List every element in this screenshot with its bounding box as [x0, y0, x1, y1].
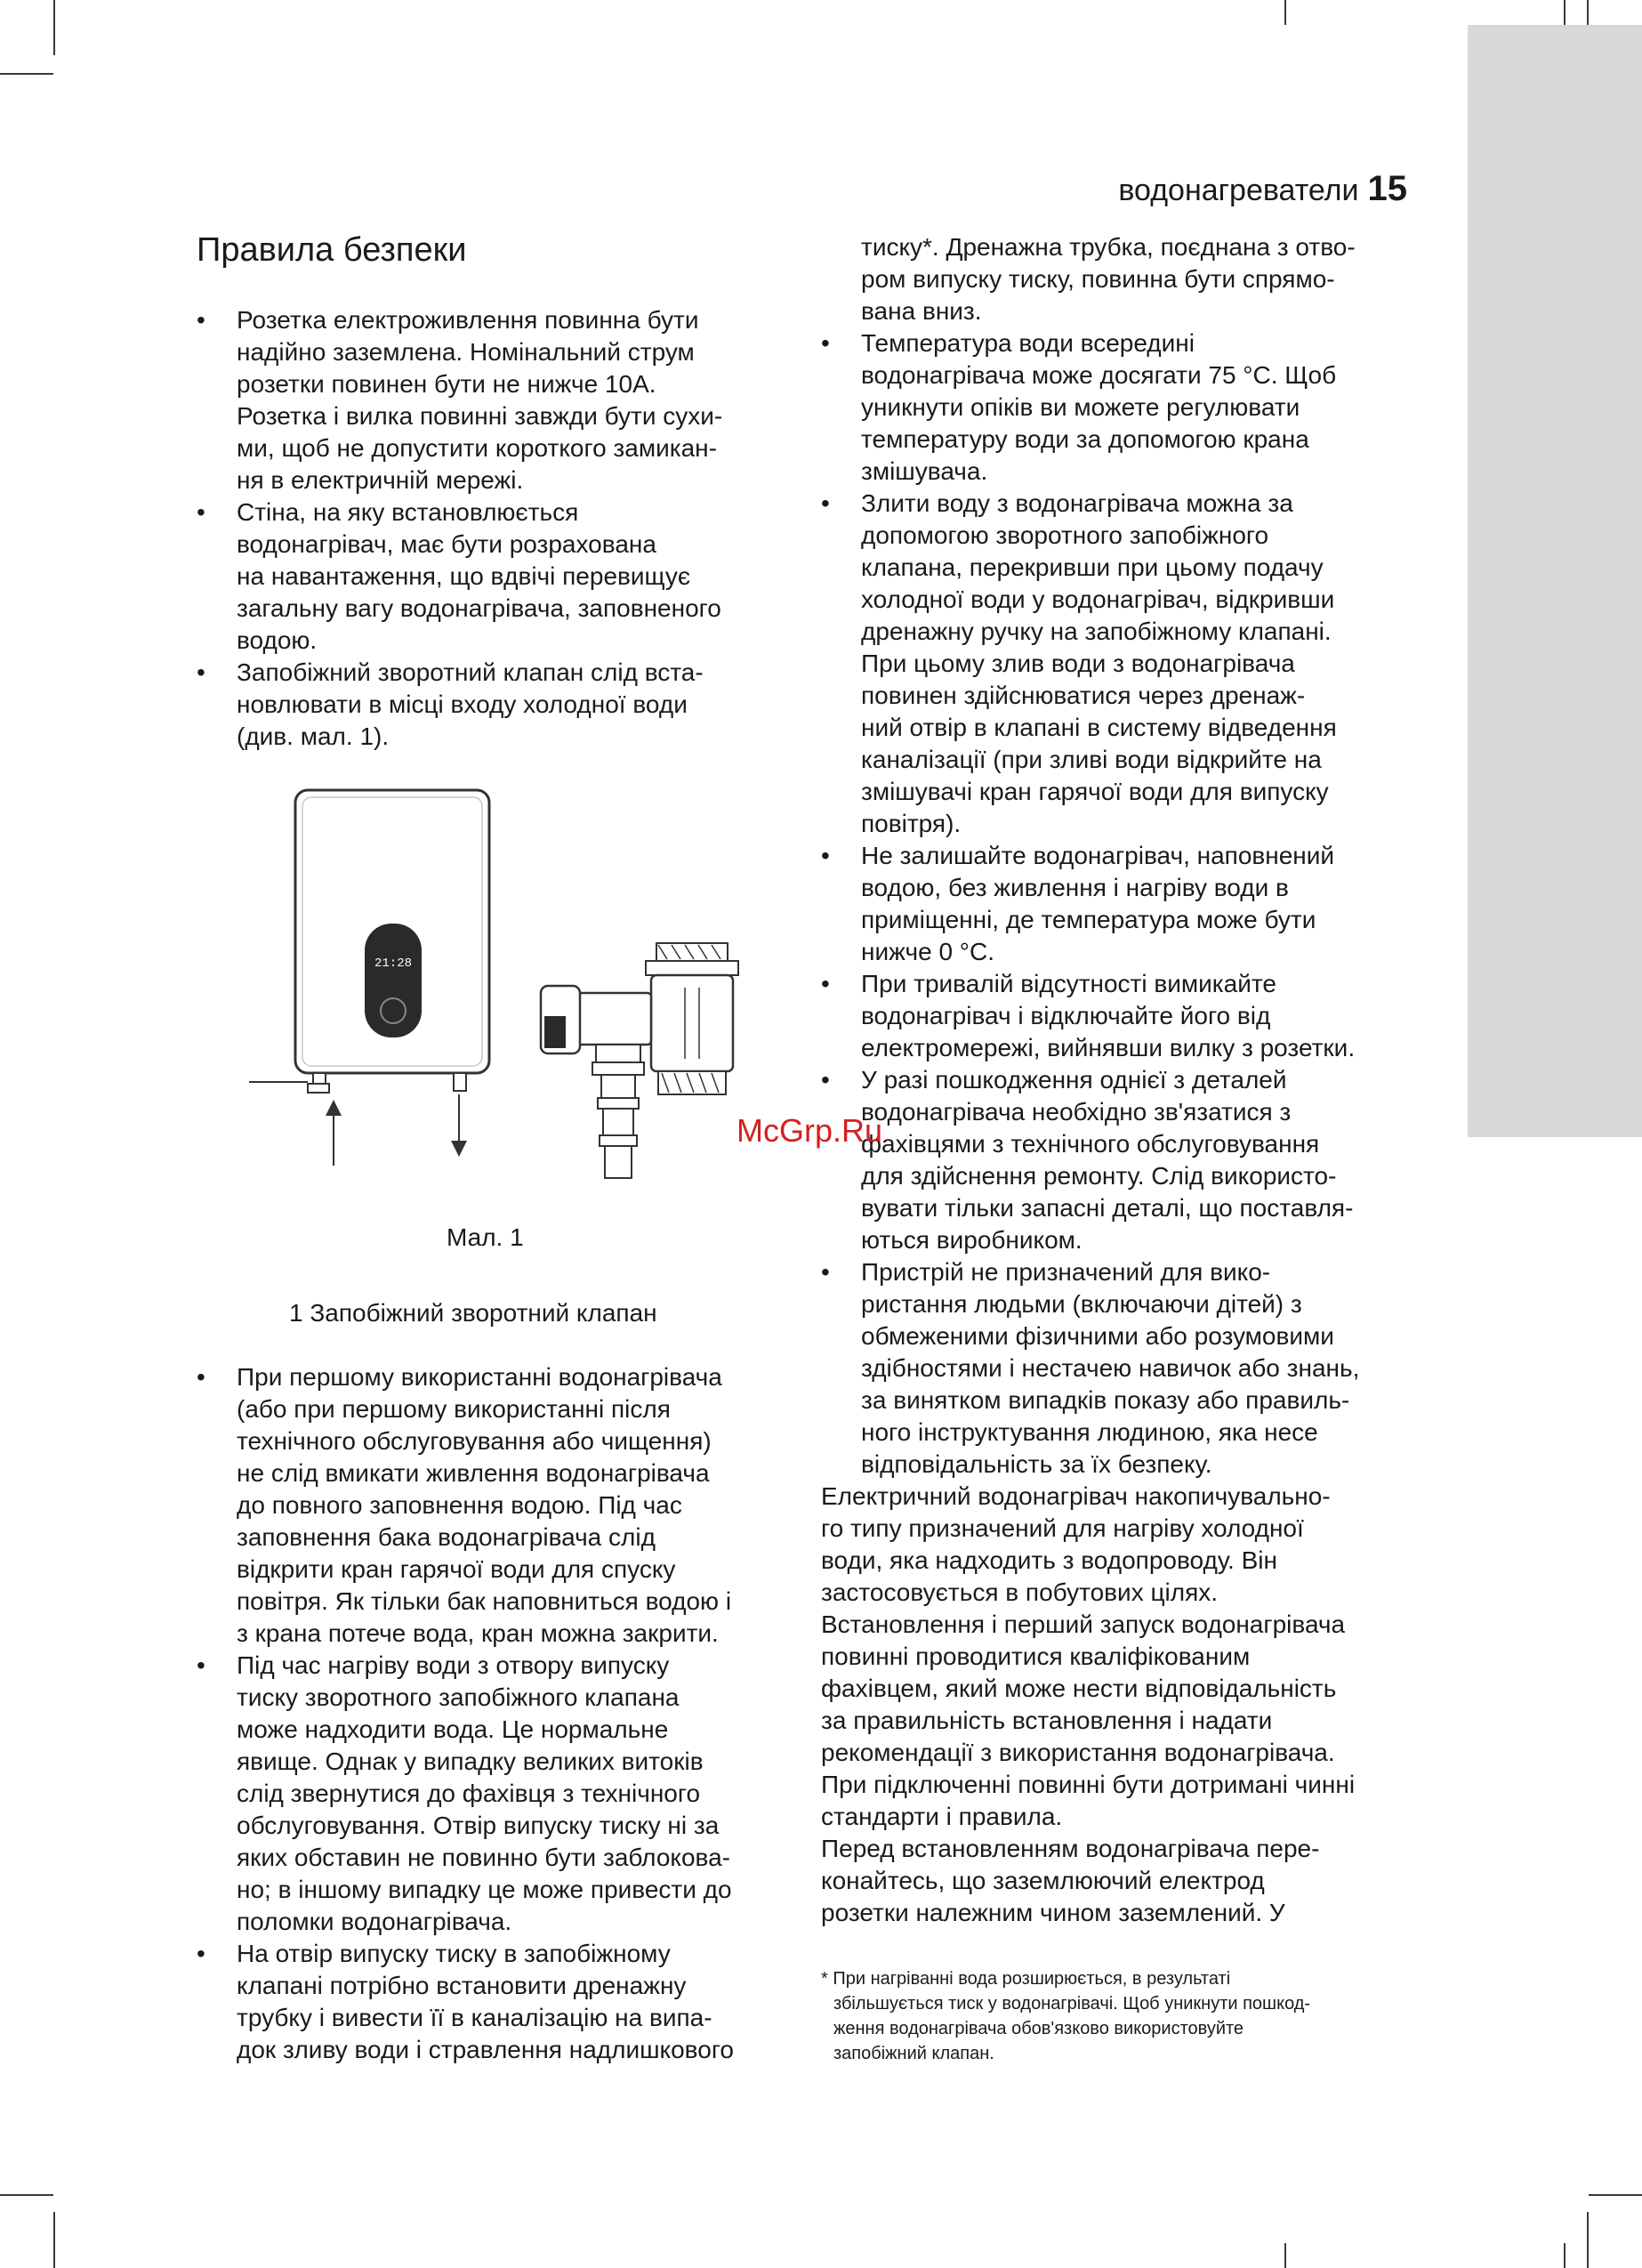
text-line: ром випуску тиску, повинна бути спрямо-: [861, 265, 1335, 293]
text-line: допомогою зворотного запобіжного: [861, 521, 1269, 549]
text-line: трубку і вивести її в каналізацію на випа-: [237, 2004, 712, 2031]
text-line: водою.: [237, 626, 318, 654]
section-tab: [1468, 25, 1642, 1137]
crop-mark: [53, 2212, 55, 2268]
text-line: застосовується в побутових цілях.: [821, 1578, 1219, 1606]
text-line: приміщенні, де температура може бути: [861, 906, 1316, 933]
text-line: змішувача.: [861, 457, 988, 485]
crop-mark: [1564, 0, 1566, 25]
bullet-list: [821, 327, 1444, 1481]
text-line: Перед встановленням водонагрівача пере-: [821, 1835, 1320, 1862]
text-line: • Розетка електроживлення повинна бути: [237, 306, 699, 334]
bullet-list: [197, 1361, 801, 2066]
text-line: поломки водонагрівача.: [237, 1908, 512, 1935]
page-header: [1118, 169, 1407, 209]
text-line: збільшується тиск у водонагрівачі. Щоб уникнути пошкод-: [833, 1994, 1311, 2014]
bullet-item: [821, 488, 1444, 840]
text-line: ження водонагрівача обов'язково використовуйте: [833, 2019, 1244, 2038]
text-line: стандарти і правила.: [821, 1803, 1063, 1830]
paragraph: [821, 1609, 1444, 1833]
text-line: на навантаження, що вдвічі перевищує: [237, 562, 691, 590]
text-line: ються виробником.: [861, 1226, 1083, 1254]
text-line: для здійснення ремонту. Слід використо-: [861, 1162, 1337, 1190]
section-name: водонагреватели: [1118, 174, 1359, 207]
bullet-item: [821, 1064, 1444, 1256]
figure-legend: 1 Запобіжний зворотний клапан: [289, 1299, 657, 1327]
text-line: обмеженими фізичними або розумовими: [861, 1322, 1334, 1350]
text-line: не слід вмикати живлення водонагрівача: [237, 1459, 710, 1487]
safety-valve-drawing: [541, 943, 738, 1178]
text-line: дренажну ручку на запобіжному клапані.: [861, 617, 1332, 645]
continuation-text: [821, 231, 1444, 327]
text-line: новлювати в місці входу холодної води: [237, 690, 688, 718]
text-line: повинен здійснюватися через дренаж-: [861, 682, 1306, 709]
text-line: ного інструктування людиною, яка несе: [861, 1418, 1318, 1446]
text-line: змішувачі кран гарячої води для випуску: [861, 778, 1329, 805]
body-paragraphs: [821, 1481, 1444, 1929]
text-line: го типу призначений для нагріву холодної: [821, 1514, 1304, 1542]
bullet-item: [821, 840, 1444, 968]
text-line: холодної води у водонагрівач, відкривши: [861, 585, 1335, 613]
text-line: водонагрівача може досягати 75 °С. Щоб: [861, 361, 1337, 389]
text-line: загальну вагу водонагрівача, заповненого: [237, 594, 721, 622]
crop-mark: [1587, 2212, 1589, 2268]
page-number: 15: [1367, 169, 1407, 208]
text-line: (або при першому використанні після: [237, 1395, 671, 1423]
crop-mark: [0, 73, 53, 75]
text-line: фахівцями з технічного обслуговування: [861, 1130, 1320, 1158]
text-line: каналізації (при зливі води відкрийте на: [861, 746, 1322, 773]
control-knob: [381, 998, 406, 1023]
paragraph: [821, 1833, 1444, 1929]
page-title: Правила безпеки: [197, 231, 467, 269]
text-line: • На отвір випуску тиску в запобіжному: [237, 1940, 671, 1967]
footnote: [821, 1966, 1310, 2066]
text-line: за правильність встановлення і надати: [821, 1707, 1273, 1734]
text-line: повітря).: [861, 810, 962, 837]
text-line: тиску зворотного запобіжного клапана: [237, 1683, 680, 1711]
bullet-item: [197, 1650, 801, 1938]
bullet-list: [197, 304, 801, 753]
text-line: ристання людьми (включаючи дітей) з: [861, 1290, 1302, 1318]
text-line: запобіжний клапан.: [833, 2044, 994, 2063]
text-line: Розетка і вилка повинні завжди бути сухи-: [237, 402, 723, 430]
crop-mark: [1564, 2243, 1566, 2268]
text-line: обслуговування. Отвір випуску тиску ні за: [237, 1812, 720, 1839]
text-line: • Злити воду з водонагрівача можна за: [861, 489, 1293, 517]
text-line: відповідальність за їх безпеку.: [861, 1450, 1212, 1478]
text-line: • Запобіжний зворотний клапан слід вста-: [237, 658, 704, 686]
text-line: • У разі пошкодження однієї з деталей: [861, 1066, 1287, 1094]
text-line: клапана, перекривши при цьому подачу: [861, 553, 1324, 581]
text-line: уникнути опіків ви можете регулювати: [861, 393, 1300, 421]
text-line: тиску*. Дренажна трубка, поєднана з отво-: [861, 233, 1356, 261]
text-line: • Температура води всередині: [861, 329, 1195, 357]
text-line: Електричний водонагрівач накопичувально-: [821, 1482, 1331, 1510]
text-line: за винятком випадків показу або правиль-: [861, 1386, 1350, 1414]
text-line: розетки належним чином заземлений. У: [821, 1899, 1285, 1926]
text-line: • При першому використанні водонагрівача: [237, 1363, 722, 1391]
text-line: вувати тільки запасні деталі, що поставля-: [861, 1194, 1354, 1222]
right-column: [821, 231, 1444, 1929]
text-line: з крана потече вода, кран можна закрити.: [237, 1619, 719, 1647]
text-line: конайтесь, що заземлюючий електрод: [821, 1867, 1265, 1894]
watermark: McGrp.Ru: [736, 1112, 883, 1149]
crop-mark: [1589, 2194, 1642, 2196]
text-line: • При тривалій відсутності вимикайте: [861, 970, 1276, 997]
text-line: здібностями і нестачею навичок або знань,: [861, 1354, 1360, 1382]
text-line: нижче 0 °С.: [861, 938, 995, 965]
text-line: температуру води за допомогою крана: [861, 425, 1309, 453]
text-line: Встановлення і перший запуск водонагрівача: [821, 1610, 1346, 1638]
text-line: ми, щоб не допустити короткого замикан-: [237, 434, 717, 462]
text-line: При підключенні повинні бути дотримані чинні: [821, 1771, 1356, 1798]
text-line: но; в іншому випадку це може привести до: [237, 1876, 732, 1903]
paragraph: [821, 1481, 1444, 1609]
text-line: повітря. Як тільки бак наповниться водою і: [237, 1587, 732, 1615]
figure-caption: Мал. 1: [447, 1223, 524, 1251]
text-line: • Пристрій не призначений для вико-: [861, 1258, 1271, 1286]
text-line: слід звернутися до фахівця з технічного: [237, 1780, 701, 1807]
text-line: * При нагріванні вода розширюється, в результаті: [821, 1969, 1231, 1989]
text-line: ний отвір в клапані в систему відведення: [861, 714, 1337, 741]
text-line: повинні проводитися кваліфікованим: [821, 1642, 1251, 1670]
figure-water-heater-diagram: [240, 774, 809, 1183]
text-line: явище. Однак у випадку великих витоків: [237, 1747, 704, 1775]
text-line: • Під час нагріву води з отвору випуску: [237, 1651, 670, 1679]
bullet-item: [197, 304, 801, 496]
text-line: вана вниз.: [861, 297, 982, 325]
text-line: може надходити вода. Це нормальне: [237, 1715, 669, 1743]
crop-mark: [1284, 2243, 1286, 2268]
left-column-bottom: [197, 1361, 801, 2066]
text-line: електромережі, вийнявши вилку з розетки.: [861, 1034, 1356, 1061]
text-line: до повного заповнення водою. Під час: [237, 1491, 682, 1519]
text-line: водонагрівача необхідно зв'язатися з: [861, 1098, 1292, 1126]
text-line: клапані потрібно встановити дренажну: [237, 1972, 687, 1999]
bullet-item: [197, 496, 801, 657]
text-line: При цьому злив води з водонагрівача: [861, 650, 1295, 677]
text-line: відкрити кран гарячої води для спуску: [237, 1555, 676, 1583]
text-line: надійно заземлена. Номінальний струм: [237, 338, 695, 366]
bullet-item: [821, 327, 1444, 488]
text-line: водонагрівач і відключайте його від: [861, 1002, 1271, 1029]
text-line: яких обставин не повинно бути заблокова-: [237, 1844, 730, 1871]
crop-mark: [1284, 0, 1286, 25]
text-line: технічного обслуговування або чищення): [237, 1427, 712, 1455]
bullet-item: [821, 968, 1444, 1064]
text-line: док зливу води і стравлення надлишкового: [237, 2036, 734, 2063]
text-line: розетки повинен бути не нижче 10А.: [237, 370, 656, 398]
text-line: водою, без живлення і нагріву води в: [861, 874, 1289, 901]
text-line: • Стіна, на яку встановлюється: [237, 498, 579, 526]
left-column-top: [197, 304, 801, 753]
text-line: фахівцем, який може нести відповідальність: [821, 1675, 1337, 1702]
text-line: води, яка надходить з водопроводу. Він: [821, 1546, 1277, 1574]
display-readout: 21:28: [374, 956, 413, 971]
text-line: заповнення бака водонагрівача слід: [237, 1523, 656, 1551]
text-line: водонагрівач, має бути розрахована: [237, 530, 656, 558]
bullet-item: [821, 1256, 1444, 1481]
bullet-item: [197, 1361, 801, 1650]
text-line: ня в електричній мережі.: [237, 466, 524, 494]
bullet-item: [197, 1938, 801, 2066]
crop-mark: [53, 0, 55, 55]
bullet-item: [197, 657, 801, 753]
text-line: • Не залишайте водонагрівач, наповнений: [861, 842, 1335, 869]
text-line: (див. мал. 1).: [237, 722, 390, 750]
crop-mark: [0, 2194, 53, 2196]
text-line: рекомендації з використання водонагрівача.: [821, 1739, 1335, 1766]
